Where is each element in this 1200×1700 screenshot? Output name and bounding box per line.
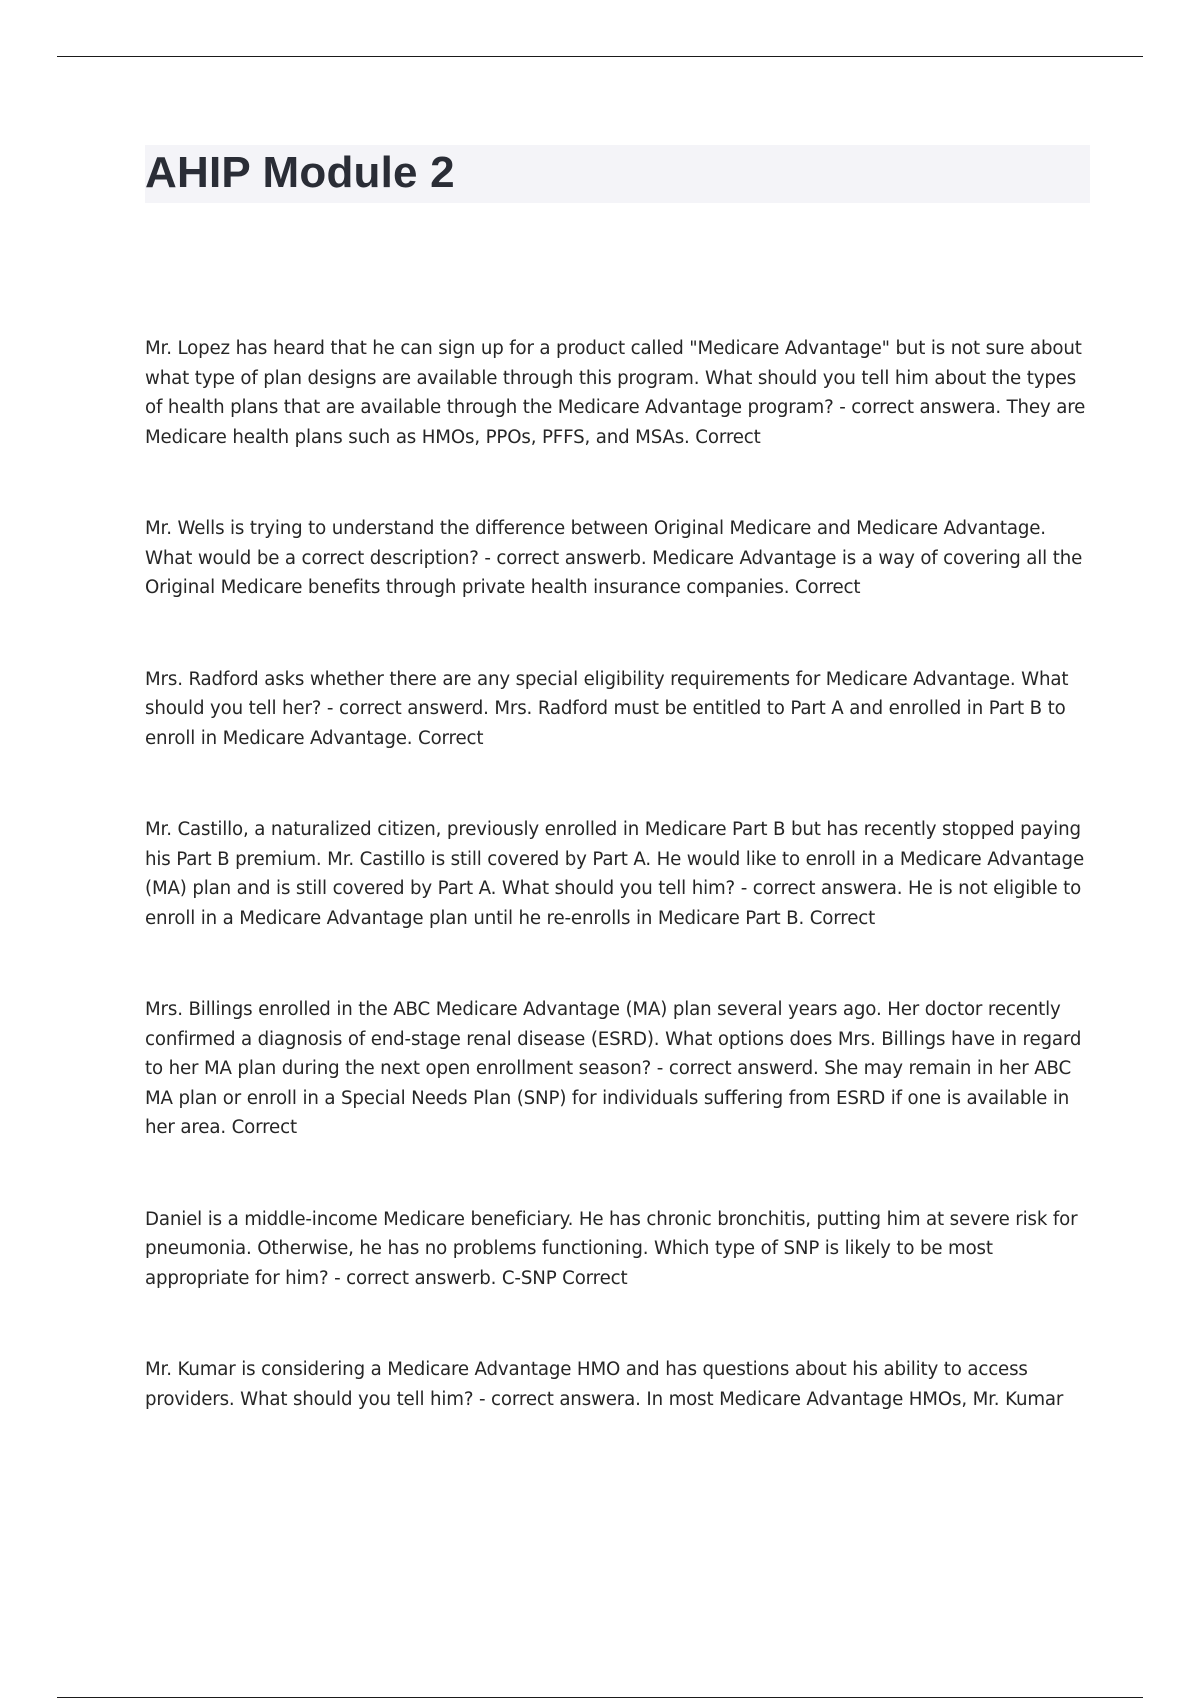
page-title: AHIP Module 2 — [145, 148, 455, 197]
qa-item-kumar: Mr. Kumar is considering a Medicare Advantage HMO and has questions about his ability to access providers. What should you tell him? - correct answera. In most Medicare Advantage HMOs, Mr. Kumar — [145, 1359, 1064, 1410]
qa-list — [145, 334, 1090, 1476]
qa-item-billings: Mrs. Billings enrolled in the ABC Medicare Advantage (MA) plan several years ago. Her doctor recently confirmed a diagnosis of end-stage renal disease (ESRD). What options does Mrs. Billings have in regard to her MA plan during the next open enrollment season? - correct answerd. She may remain in her ABC MA plan or enroll in a Special Needs Plan (SNP) for individuals suffering from ESRD if one is available in her area. Correct — [145, 999, 1082, 1138]
top-rule — [57, 56, 1143, 57]
qa-item-wells: Mr. Wells is trying to understand the difference between Original Medicare and Medicare Advantage. What would be a correct description? - correct answerb. Medicare Advantage is a way of covering all the Original Medicare benefits through private health insurance companies. Correct — [145, 518, 1083, 598]
qa-item-radford: Mrs. Radford asks whether there are any special eligibility requirements for Medicare Advantage. What should you tell her? - correct answerd. Mrs. Radford must be entitled to Part A and enrolled in Part B to enroll in Medicare Advantage. Correct — [145, 668, 1069, 749]
qa-item-castillo: Mr. Castillo, a naturalized citizen, previously enrolled in Medicare Part B but has recently stopped paying his Part B premium. Mr. Castillo is still covered by Part A. He would like to enroll in a Medicare Advantage (MA) plan and is still covered by Part A. What should you tell him? - correct answera. He is not eligible to enroll in a Medicare Advantage plan until he re-enrolls in Medicare Part B. Correct — [145, 819, 1084, 929]
qa-item-lopez: Mr. Lopez has heard that he can sign up for a product called "Medicare Advantage" but is not sure about what type of plan designs are available through this program. What should you tell him about the types of health plans that are available through the Medicare Advantage program? - correct answera. They are Medicare health plans such as HMOs, PPOs, PFFS, and MSAs. Correct — [145, 338, 1086, 448]
qa-item-daniel: Daniel is a middle-income Medicare beneficiary. He has chronic bronchitis, putting him at severe risk for pneumonia. Otherwise, he has no problems functioning. Which type of SNP is likely to be most appropriate for him? - correct answerb. C-SNP Correct — [145, 1208, 1078, 1289]
bottom-rule — [57, 1697, 1143, 1698]
